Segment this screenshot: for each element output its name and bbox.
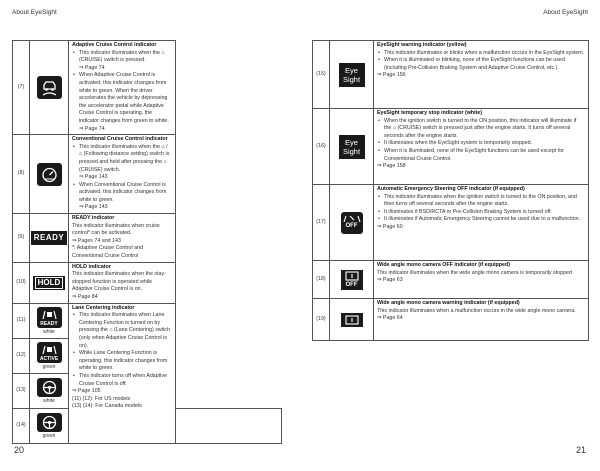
indicator-title: READY indicator <box>72 215 115 222</box>
table-row <box>13 214 282 263</box>
running-header-left: About EyeSight <box>12 9 57 16</box>
lane-centering-active-icon <box>37 342 62 363</box>
page-number-left: 20 <box>14 445 25 455</box>
indicator-title: EyeSight temporary stop indicator (white) <box>377 110 483 116</box>
bullet: • This indicator illuminates when the ignition switch is turned to the ON position, and then turns off several seconds after the engine starts. <box>377 194 585 209</box>
table-row <box>313 41 589 109</box>
indicator-title: EyeSight warning indicator (yellow) <box>377 42 467 48</box>
table-row <box>313 185 589 261</box>
indicator-table-left <box>12 40 282 444</box>
table-row <box>13 303 282 338</box>
color-caption: white <box>43 397 55 404</box>
eyesight-warning-icon: Eye Sight <box>339 63 365 87</box>
conventional-cruise-gauge-icon <box>37 163 62 186</box>
model-note: (11) (12): For US models <box>72 395 131 402</box>
mono-camera-warning-icon <box>341 313 363 327</box>
steering-wheel-icon <box>37 413 62 432</box>
table-row <box>313 109 589 185</box>
model-note: (13) (14): For Canada models <box>72 403 142 410</box>
row-number: (18) <box>313 261 330 299</box>
indicator-title: Automatic Emergency Steering OFF indicator (if equipped) <box>377 186 525 192</box>
indicator-title: Lane Centering indicator <box>72 304 135 311</box>
row-number: (8) <box>13 135 30 214</box>
page-reference: ⇒ Page 143 <box>79 204 108 211</box>
page-number-right: 21 <box>575 445 586 455</box>
table-row <box>313 261 589 299</box>
table-row <box>313 299 589 341</box>
page-reference: ⇒ Page 74 <box>79 64 105 71</box>
row-number: (15) <box>313 41 330 109</box>
description: This indicator illuminates when the wide angle mono camera is temporarily stopped <box>377 269 572 276</box>
row-number: (14) <box>13 408 30 443</box>
color-caption: green <box>42 363 56 370</box>
bullet: • It illuminates when the EyeSight system is temporarily stopped. <box>377 140 585 148</box>
table-row <box>13 135 282 214</box>
row-number: (13) <box>13 373 30 408</box>
table-row <box>13 262 282 303</box>
bullet: • When it is illuminated or blinking, none of the EyeSight functions can be used (including Pre-Collision Braking System and Adaptive Cruise Control, etc.). <box>377 57 585 72</box>
row-number: (9) <box>13 214 30 263</box>
page-reference: ⇒ Page 156 <box>377 72 406 79</box>
indicator-title: HOLD indicator <box>72 263 111 270</box>
row-number: (16) <box>313 109 330 185</box>
description: This indicator illuminates when the stay-stopped function is operated while Adaptive Cruise Control is on. <box>72 271 166 293</box>
bullet: • When it is illuminated, none of the EyeSight functions can be used except for Conventional Cruise Control. <box>377 148 585 163</box>
page-reference: ⇒ Page 74 <box>79 125 105 132</box>
indicator-title: Conventional Cruise Control indicator <box>72 136 168 143</box>
page-reference: ⇒ Page 64 <box>377 315 403 322</box>
page-reference: ⇒ Page 60 <box>377 223 403 230</box>
indicator-title: Wide angle mono camera OFF indicator (if equipped) <box>377 262 510 268</box>
page-reference: ⇒ Page 105 <box>72 388 101 395</box>
eyesight-temporary-stop-icon: Eye Sight <box>339 135 365 159</box>
hold-icon-label: HOLD <box>35 277 64 289</box>
bullet: • While Lane Centering Function is operating, this indicator changes from white to green. <box>72 350 172 373</box>
bullet: • This indicator turns off when Adaptive Cruise Control is off. <box>72 373 172 388</box>
hold-indicator-icon <box>33 276 66 290</box>
mono-camera-off-icon <box>341 270 363 290</box>
bullet: • It illuminates if BSD/RCTA or Pre-Collision Braking System is turned off. <box>377 209 585 217</box>
table-row <box>13 41 282 135</box>
bullet: • When Conventional Cruise Control is activated, this indicator changes from white to green. <box>72 182 172 205</box>
bullet: • When the ignition switch is turned to the ON position, this indicator will illuminate if the ⌂ (CRUISE) switch is pressed just after the engine starts. It turns off several seconds after the engine starts. <box>377 118 585 141</box>
page-reference: ⇒ Page 158 <box>377 163 406 170</box>
adaptive-cruise-car-icon <box>37 76 62 99</box>
row-number: (12) <box>13 338 30 373</box>
bullet: • It illuminates if Automatic Emergency Steering cannot be used due to a malfunction. <box>377 216 585 224</box>
icon-label: ACTIVE <box>39 355 59 362</box>
indicator-title: Wide angle mono camera warning indicator (if equipped) <box>377 300 520 306</box>
row-number: (7) <box>13 41 30 135</box>
description: This indicator illuminates when cruise control* can be activated. <box>72 222 160 237</box>
row-number: (17) <box>313 185 330 261</box>
bullet: • This indicator illuminates when Lane Centering Function is turned on by pressing the ⌂ (Lane Centering) switch (only when Adaptive Cruise Control is on). <box>72 312 172 350</box>
row-number: (19) <box>313 299 330 341</box>
row-number: (11) <box>13 303 30 338</box>
page-reference: ⇒ Page 63 <box>377 277 403 284</box>
bullet: • This indicator illuminates when the ⌂ / ⌂ (Following distance setting) switch is pressed and held after pressing the ⌂ (CRUISE) switch. <box>72 144 172 174</box>
row-number: (10) <box>13 262 30 303</box>
bullet: • This indicator illuminates when the ⌂ (CRUISE) switch is pressed. <box>72 50 172 65</box>
color-caption: green <box>42 432 56 439</box>
page-reference: ⇒ Pages 74 and 143 <box>72 237 121 244</box>
bullet: • When Adaptive Cruise Control is activated, this indicator changes from white to green. When the driver accelerates the vehicle by depressing the accelerator pedal while Adaptive Cruise Control is operating, the indicator changes from green to white. <box>72 72 172 125</box>
indicator-table-right <box>312 40 589 341</box>
icon-label: READY <box>40 320 58 327</box>
color-caption: white <box>43 328 55 335</box>
page-reference: ⇒ Page 84 <box>72 294 98 300</box>
page-reference: ⇒ Page 143 <box>79 174 108 181</box>
steering-off-icon <box>341 212 363 234</box>
indicator-title: Adaptive Cruise Control indicator <box>72 42 157 48</box>
ready-indicator-icon: READY <box>31 231 68 245</box>
running-header-right: About EyeSight <box>543 9 588 16</box>
description: This indicator illuminates when a malfunction occurs in the wide angle mono camera. <box>377 307 576 314</box>
footnote: *: Adaptive Cruise Control and Conventional Cruise Control <box>72 245 143 260</box>
lane-centering-ready-icon <box>37 307 62 328</box>
icon-label: OFF <box>345 222 358 229</box>
steering-wheel-icon <box>37 378 62 397</box>
icon-label: OFF <box>345 281 358 288</box>
bullet: • This indicator illuminates or blinks when a malfunction occurs in the EyeSight system. <box>377 50 585 58</box>
